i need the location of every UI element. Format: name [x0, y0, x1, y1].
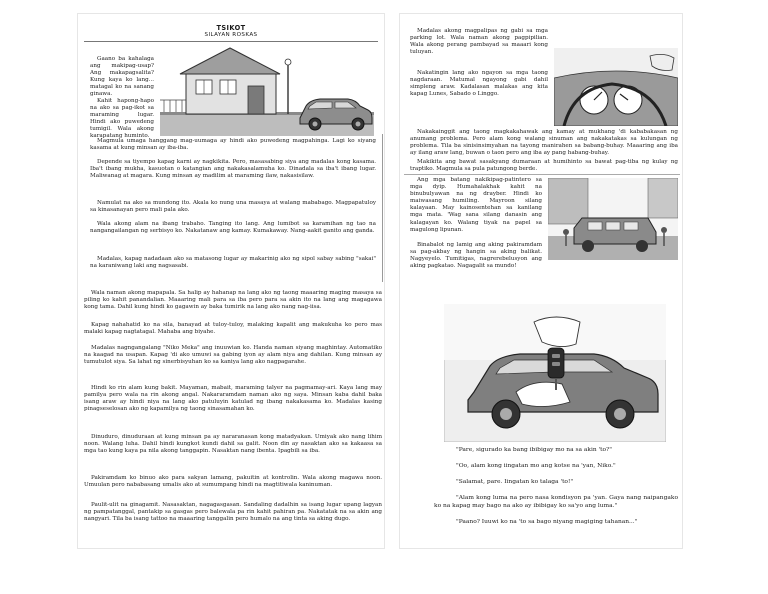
left-paragraph: Hindi ko rin alam kung bakit. Mayaman, mabait, maraming talyer na pagmamay-ari. Kaya lang may pamilya pero wala na rin akong angal. Nakararamdam naman ako ng saya. Minsan kaba dahil baka isang araw ay hindi niya na lang ako patuluyin katulad ng ibang nakakasama ko. Madalas kasing pinagseselosan ako ng kapamilya ng taong sinasamahan ko.	[84, 385, 382, 413]
right-paragraph: Nakakainggit ang taong magkakahawak ang kamay at mukhang 'di kababakasan ng anumang problema. Pero alam kong walang sinuman ang nakakatakas sa kulungan ng problema. Tila ba sinisinsimyahan na tayong manirahen sa babang-buhay. Maaaring ang iba ay ilang araw lang, buwan o taon pero ang iba ay pang habang-buhay.	[410, 129, 678, 157]
right-paragraph: Madalas akong magpalipas ng gabi sa mga parking lot. Wala naman akong pagpipilian. Wala akong perang pambayad sa maaari kong tuluyan.	[410, 28, 548, 56]
column-divider	[382, 134, 383, 282]
story-author: SILAYAN ROSKAS	[204, 32, 258, 38]
left-paragraph: Madalas nagngangalang "Niko Meka" ang inuuwian ko. Handa naman siyang maghintay. Automatiko na kaagad na usapan. Kapag 'di ako umuwi sa gabing iyon ay alam niya ang dahilan. Kung minsan ay tumutulot siya. Sa lahat ng sinerbisyuhan ko sa kaniya lang ako nagpagarahe.	[84, 345, 382, 366]
left-page	[78, 14, 384, 548]
left-paragraph: Namulat na ako sa mundong ito. Akala ko nung una masaya at walang mababago. Magpapatuloy sa kinasanayan pero mali pala ako.	[90, 200, 376, 214]
left-paragraph: Madalas, kapag nadadaan ako sa matasong lugar ay makarinig ako ng sipol sabay sabing "sakai" na karaniwang laki ang nagsasabi.	[90, 256, 376, 270]
left-paragraph: Kahit hapong-hapo na ako sa pag-ikot sa maraming lugar. Hindi ako puwedeng tumigil. Wala akong karapatang huminto.	[90, 98, 154, 140]
left-paragraph: Depende sa tiyempo kapag karni ay nagkikita. Pero, masasabing siya ang madalas kong kasama. Iba't ibang mukha, kasuotan o katangian ang nakakasalamuha ko. Dinadala sa iba't ibang lugar. Maliwanag at magara. Kung minsan ay madilim at maraming ilaw, nakasisilaw.	[90, 159, 376, 180]
story-title: TSIKOT	[216, 24, 246, 32]
left-paragraph: Kapag nahahatid ko na sila, banayad at tuloy-tuloy, malaking kapalit ang makukuha ko pero mas malaki kapag nagtatagal. Mahaba ang biyahe.	[84, 322, 382, 336]
right-page	[400, 14, 682, 548]
left-paragraph: Pakiramdam ko binuo ako para sakyan lamang, pakuitin at kontrolin. Wala akong magawa noon. Umuulan pero nababasang umalis ako at sumumpang hindi na magtitiwala kaninuman.	[84, 475, 382, 489]
left-paragraph: Dinuduro, dinuduraan at kung minsan pa ay nararanasan kong matadyakan. Umiyak ako nang lihim noon. Walang luha. Dahil hindi kungkot kundi dahil sa galit. Noon din ay nasaktan ako sa kakaasa sa mga tao kung kaya pa nila akong tanggapin. Nasaktan nang ibenta. Ipagbili sa iba.	[84, 434, 382, 455]
car-key-handover-illustration	[444, 304, 666, 442]
title-rule	[84, 41, 378, 42]
left-paragraph: Magmula umaga hanggang mag-uumaga ay hindi ako puwedeng magpahinga. Lagi ko siyang kasama at kung minsan ay iba-iba.	[90, 138, 376, 152]
right-paragraph: Binabalot ng lamig ang aking pakiramdam sa pag-akbay ng hangin sa aking balikat. Nagyeyelo. Tumitigas, nagrerebelusyon ang aking pagkatao. Nagagalit sa mundo!	[410, 242, 542, 270]
left-paragraph: Wala naman akong mapapala. Sa halip ay hahanap na lang ako ng taong maaaring maging masaya sa piling ko kahit panandalian. Maaaring mali para sa iba pero para sa akin ito na lang ang magagawa kong tama. Dahil kung hindi ko gagawin ay baka tumirik na lang ako nang nag-iisa.	[84, 290, 382, 311]
house-car-illustration	[160, 44, 374, 136]
dialogue-line: "Alam kong luma na pero nasa kondisyon pa 'yan. Gaya nang naipangako ko na kapag may bago na ako ay ibibigay ko sa'yo ang luma."	[434, 495, 678, 509]
dialogue-line: "Pare, sigurado ka bang ibibigay mo na sa akin 'to?"	[456, 447, 612, 453]
left-paragraph: Wala akong alam na ibang trabaho. Tanging ito lang. Ang lumibot sa karamihan ng tao na nangangailangan ng serbisyo ko. Nakatanaw ang kamay. Kumakaway. Nang-aakit ganito ang ganda.	[90, 221, 376, 235]
right-paragraph: Nakatingin lang ako ngayon sa mga taong nagdaraan. Matumal ngayong gabi dahil simpleng araw. Kadalasan malakas ang kita kapag Lunes, Sabado o Linggo.	[410, 70, 548, 98]
jeepney-street-illustration	[548, 178, 678, 260]
section-rule	[404, 174, 680, 175]
car-dashboard-illustration	[554, 48, 678, 126]
dialogue-line: "Oo, alam kong iingatan mo ang kotse na 'yan, Niko."	[456, 463, 616, 469]
right-paragraph: Makikita ang bawat sasakyang dumaraan at humihinto sa bawat pag-tiba ng kulay ng traptiko. Magmula sa pula patungong berde.	[410, 159, 678, 173]
left-paragraph: Paulit-ulit na ginagamit. Nasasaktan, nagagasgasan. Sandaling dadalhin sa isang lugar upang lagyan ng pampatanggal, pantakip sa gasgas pero balewala pa rin kahit pahiran pa. Nakatatak na sa akin ang nangyari. Tila ba isang tattoo na maaaring tanggalin pero humalo na ang tinta sa aking dugo.	[84, 502, 382, 523]
right-paragraph: Ang mga batang nakikipag-patintero sa mga dyip. Humahalakhak kahit na binubulyawan na ng drayber. Hindi ko maiwasang humiling. Mayroon silang kalayaan. May kainosentehan sa kanilang mga mata. 'Wag sana silang danasin ang kalagayan ko. Walang tiyak na papel sa magulong lipunan.	[410, 177, 542, 233]
left-paragraph: Gaano ba kahalaga ang makipag-usap? Ang makapagsalita? Kung kaya ko lang... matagal ko na sanang ginawa.	[90, 56, 154, 98]
dialogue-line: "Paano? Iuuwi ko na 'to sa bago niyang magiging tahanan..."	[456, 519, 638, 525]
dialogue-line: "Salamat, pare. Iingatan ko talaga 'to!"	[456, 479, 574, 485]
